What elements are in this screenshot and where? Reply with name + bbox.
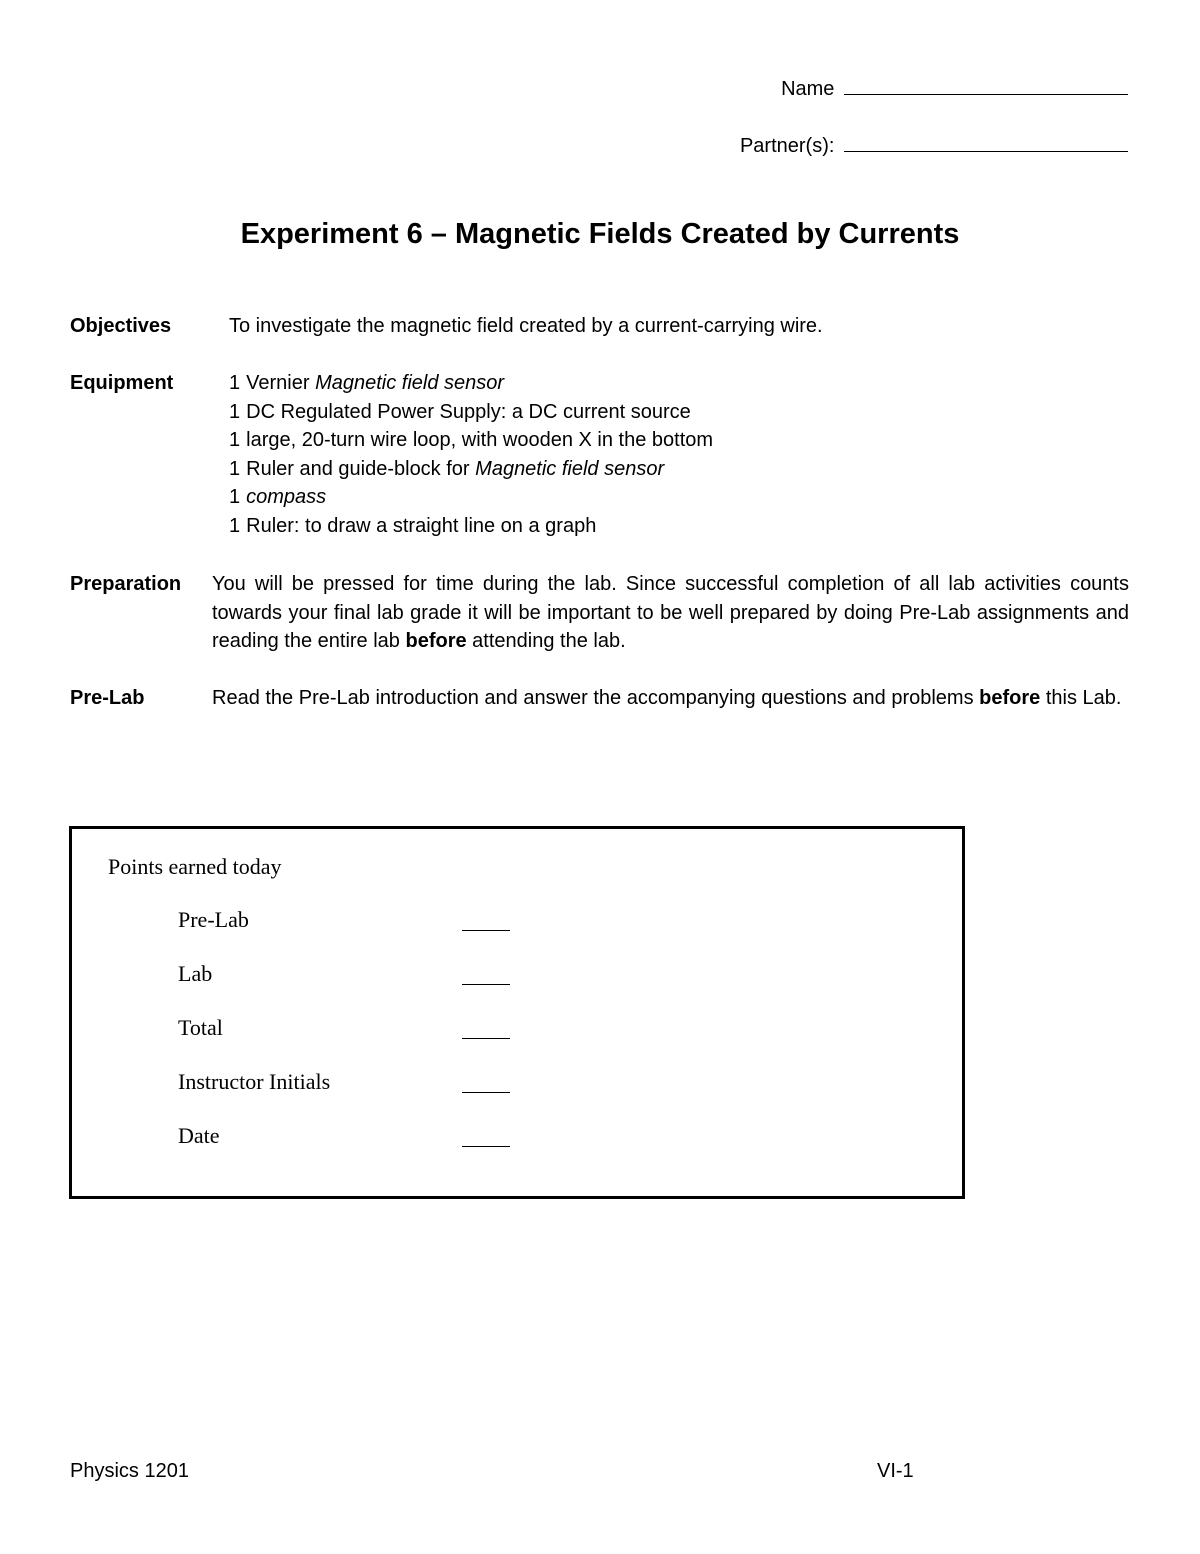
footer-course: Physics 1201 bbox=[70, 1460, 189, 1482]
prelab-label: Pre-Lab bbox=[70, 687, 145, 709]
equipment-qty: 1 bbox=[229, 400, 241, 423]
equipment-item bbox=[229, 512, 1129, 541]
equipment-qty: 1 bbox=[229, 457, 241, 480]
equipment-italic: Magnetic field sensor bbox=[315, 372, 505, 394]
points-row-label: Lab bbox=[178, 961, 213, 986]
equipment-text: Vernier bbox=[246, 372, 310, 394]
equipment-item bbox=[229, 483, 1129, 512]
partner-blank[interactable] bbox=[844, 137, 1128, 152]
page-title: Experiment 6 – Magnetic Fields Created by Currents bbox=[240, 218, 960, 250]
prelab-bold: before bbox=[979, 687, 1041, 709]
points-row-label: Pre-Lab bbox=[178, 907, 249, 932]
equipment-text: Ruler and guide-block for bbox=[246, 457, 470, 480]
partner-field bbox=[740, 134, 1128, 158]
equipment-list bbox=[229, 369, 1129, 541]
equipment-qty: 1 bbox=[229, 372, 241, 394]
preparation-bold: before bbox=[405, 630, 467, 653]
equipment-italic: Magnetic field sensor bbox=[475, 457, 665, 480]
points-blank[interactable] bbox=[462, 1037, 510, 1039]
footer-page-number: VI-1 bbox=[877, 1460, 914, 1482]
equipment-label: Equipment bbox=[70, 372, 174, 394]
equipment-item bbox=[229, 426, 1129, 455]
points-box bbox=[69, 826, 965, 1199]
partner-label: Partner(s): bbox=[739, 135, 835, 157]
equipment-item bbox=[229, 455, 1129, 484]
equipment-item bbox=[229, 398, 1129, 427]
points-blank[interactable] bbox=[462, 1145, 510, 1147]
prelab-text bbox=[212, 684, 1129, 713]
preparation-text-after: attending the lab. bbox=[472, 630, 626, 653]
prelab-text-after: this Lab. bbox=[1045, 687, 1122, 709]
objectives-label: Objectives bbox=[70, 315, 172, 337]
points-blank[interactable] bbox=[462, 1091, 510, 1093]
equipment-qty: 1 bbox=[229, 429, 241, 452]
name-blank[interactable] bbox=[844, 80, 1128, 95]
equipment-text: large, 20-turn wire loop, with wooden X in the bottom bbox=[246, 429, 714, 452]
prelab-text-before: Read the Pre-Lab introduction and answer the accompanying questions and problems bbox=[212, 687, 974, 709]
points-row-label: Total bbox=[178, 1015, 223, 1040]
points-row-label: Instructor Initials bbox=[178, 1069, 331, 1094]
equipment-qty: 1 bbox=[229, 486, 241, 509]
objectives-text: To investigate the magnetic field created by a current-carrying wire. bbox=[229, 315, 823, 337]
equipment-item bbox=[229, 369, 1129, 398]
equipment-qty: 1 bbox=[229, 514, 241, 537]
preparation-label: Preparation bbox=[70, 573, 182, 595]
points-title: Points earned today bbox=[108, 854, 282, 879]
equipment-text: Ruler: to draw a straight line on a graph bbox=[246, 514, 597, 537]
points-blank[interactable] bbox=[462, 983, 510, 985]
preparation-text-before: You will be pressed for time during the lab. Since successful completion of all lab activities counts towards your final lab grade it will be important to be well prepared by doing Pre-Lab assignments and reading the entire lab bbox=[212, 573, 1129, 653]
points-row-label: Date bbox=[178, 1123, 220, 1148]
name-label: Name bbox=[781, 78, 835, 100]
equipment-italic: compass bbox=[246, 486, 327, 509]
equipment-text: DC Regulated Power Supply: a DC current source bbox=[246, 400, 691, 423]
name-field bbox=[781, 77, 1128, 101]
preparation-text bbox=[212, 570, 1129, 656]
points-blank[interactable] bbox=[462, 929, 510, 931]
